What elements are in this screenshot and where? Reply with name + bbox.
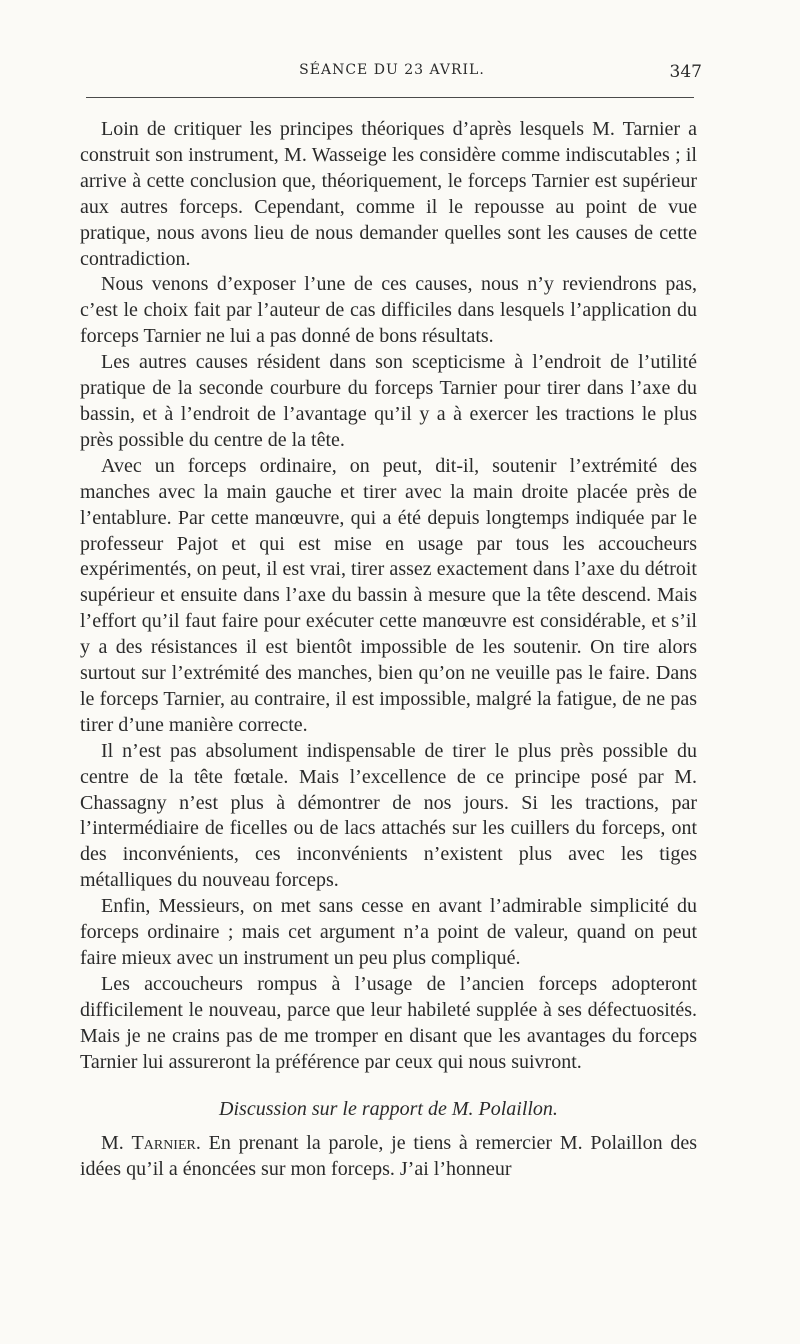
paragraph: Avec un forceps ordinaire, on peut, dit-il, soutenir l’extrémité des manches avec la main gauche et tirer avec la main droite placée près de l’entablure. Par cette manœuvre, qui a été depuis longtemps indiquée par le professeur Pajot et qui est mise en usage par tous les accoucheurs expérimentés, on peut, il est vrai, tirer assez exactement dans l’axe du détroit supérieur et ensuite dans l’axe du bassin à mesure que la tête descend. Mais l’effort qu’il faut faire pour exécuter cette manœuvre est considérable, et s’il y a des résistances il est bientôt impossible de les soutenir. On tire alors surtout sur l’extrémité des manches, bien qu’on ne veuille pas le faire. Dans le forceps Tarnier, au contraire, il est impossible, malgré la fatigue, de ne pas tirer d’une manière correcte. <box>80 454 697 736</box>
paragraph-text: En prenant la parole, je tiens à remercier M. Polaillon des idées qu’il a énoncées sur mon forceps. J’ai l’honneur <box>80 1132 697 1181</box>
paragraph: Loin de critiquer les principes théoriques d’après lesquels M. Tarnier a construit son instrument, M. Wasseige les considère comme indiscutables ; il arrive à cette conclusion que, théoriquement, le forceps Tarnier est supérieur aux autres forceps. Cependant, comme il le repousse au point de vue pratique, nous avons lieu de nous demander quelles sont les causes de cette contradiction. <box>80 118 697 270</box>
paragraph: Enfin, Messieurs, on met sans cesse en avant l’admirable simplicité du forceps ordinaire ; mais cet argument n’a point de valeur, quand on peut faire mieux avec un instrument un peu plus compliqué. <box>80 895 697 969</box>
body-text <box>80 117 697 1183</box>
page-number: 347 <box>669 62 702 82</box>
running-head: SÉANCE DU 23 AVRIL. <box>299 62 485 78</box>
paragraph: Les accoucheurs rompus à l’usage de l’ancien forceps adopteront difficilement le nouveau, parce que leur habileté supplée à ses défectuosités. Mais je ne crains pas de me tromper en disant que les avantages du forceps Tarnier lui assureront la préférence par ceux qui nous suivront. <box>80 972 697 1073</box>
paragraph: Nous venons d’exposer l’une de ces causes, nous n’y reviendrons pas, c’est le choix fait par l’auteur de cas difficiles dans lesquels l’application du forceps Tarnier ne lui a pas donné de bons résultats. <box>80 273 697 348</box>
paragraph: Les autres causes résident dans son scepticisme à l’endroit de l’utilité pratique de la seconde courbure du forceps Tarnier pour tirer dans l’axe du bassin, et à l’endroit de l’avantage qu’il y a à exercer les tractions le plus près possible du centre de la tête. <box>80 351 697 451</box>
speaker-prefix: M. <box>101 1132 132 1155</box>
paragraph: Il n’est pas absolument indispensable de tirer le plus près possible du centre de la tête fœtale. Mais l’excellence de ce principe posé par M. Chassagny n’est plus à démontrer de nos jours. Si les tractions, par l’intermédiaire de ficelles ou de lacs attachés sur les cuillers du forceps, ont des inconvénients, ces inconvénients n’existent plus avec les tiges métalliques du nouveau forceps. <box>80 739 697 892</box>
section-title: Discussion sur le rapport de M. Polaillon. <box>219 1097 558 1120</box>
speaker-name: Tarnier. <box>131 1132 201 1155</box>
paragraph <box>80 1131 697 1183</box>
page-header <box>82 62 702 86</box>
header-rule <box>86 97 694 98</box>
